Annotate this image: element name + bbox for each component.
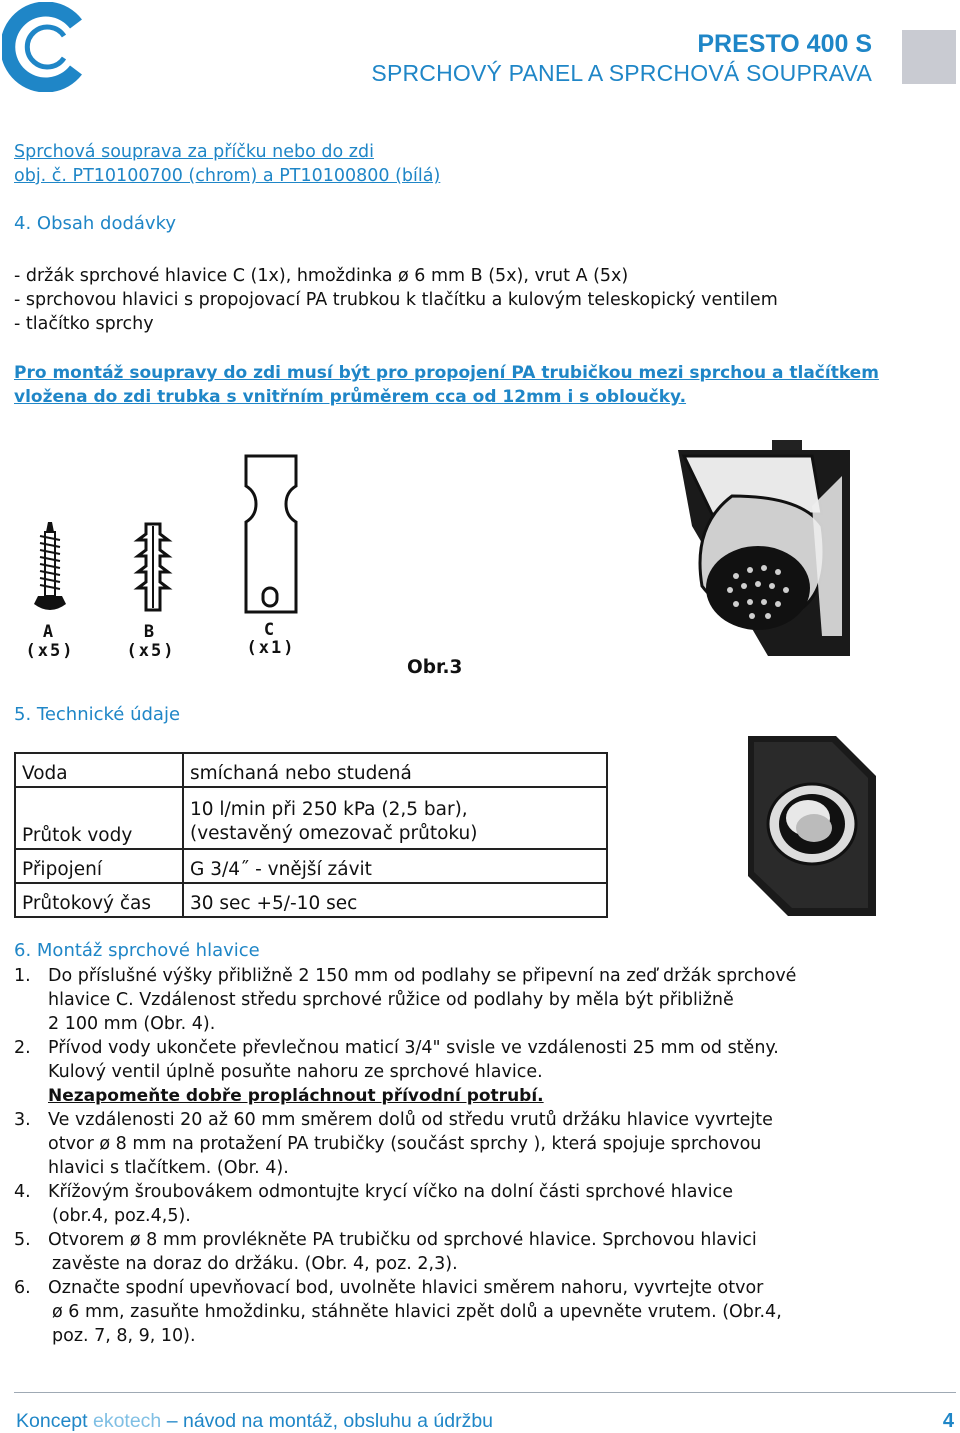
order-number: obj. č. PT10100700 (chrom) a PT10100800 (bílá) [14, 166, 441, 186]
installation-note: vložena do zdi trubka s vnitřním průměrem cca od 12mm i s obloučky. [14, 387, 687, 407]
table-value [183, 787, 607, 849]
step-number: 6. [14, 1278, 31, 1298]
table-row [15, 787, 607, 849]
step-6 [14, 1276, 796, 1300]
part-a-qty: (x5) [25, 641, 75, 661]
list-item: - držák sprchové hlavice C (1x), hmoždinka ø 6 mm B (5x), vrut A (5x) [14, 266, 629, 286]
page-number: 4 [942, 1410, 954, 1432]
step-text: Označte spodní upevňovací bod, uvolněte hlavici směrem nahoru, vyvrtejte otvor [48, 1278, 764, 1298]
step-text: Do příslušné výšky přibližně 2 150 mm od podlahy se připevní na zeď držák sprchové [48, 966, 797, 986]
shower-head-photo [672, 436, 856, 658]
step-3 [14, 1108, 796, 1132]
step-text: Přívod vody ukončete převlečnou maticí 3/4" svisle ve vzdálenosti 25 mm od stěny. [48, 1038, 779, 1058]
table-row [15, 883, 607, 917]
section-6-heading: 6. Montáž sprchové hlavice [14, 940, 260, 961]
step-4 [14, 1180, 796, 1204]
table-row [15, 753, 607, 787]
table-value-line: (vestavěný omezovač průtoku) [190, 823, 478, 844]
table-key: Připojení [15, 849, 183, 883]
section-4-heading: 4. Obsah dodávky [14, 213, 177, 234]
step-2 [14, 1036, 796, 1060]
table-key: Průtok vody [15, 787, 183, 849]
footer-divider [14, 1392, 956, 1393]
table-value: smíchaná nebo studená [183, 753, 607, 787]
table-key: Voda [15, 753, 183, 787]
table-row [15, 849, 607, 883]
section-5-heading: 5. Technické údaje [14, 704, 181, 725]
step-warning: Nezapomeňte dobře propláchnout přívodní potrubí. [48, 1086, 544, 1106]
screw-drawing [28, 520, 72, 616]
list-item: - sprchovou hlavici s propojovací PA trubkou k tlačítku a kulovým teleskopický ventilem [14, 290, 778, 310]
step-text: poz. 7, 8, 9, 10). [52, 1326, 196, 1346]
part-b-letter: B [143, 622, 157, 642]
step-text: Otvorem ø 8 mm provlékněte PA trubičku od sprchové hlavice. Sprchovou hlavici [48, 1230, 757, 1250]
document-subtitle: SPRCHOVÝ PANEL A SPRCHOVÁ SOUPRAVA [371, 60, 872, 86]
company-logo [2, 2, 90, 92]
step-text: ø 6 mm, zasuňte hmoždinku, stáhněte hlavici zpět dolů a upevněte vrutem. (Obr.4, [52, 1302, 782, 1322]
footer-text [16, 1410, 493, 1433]
step-number: 3. [14, 1110, 31, 1130]
part-a-letter: A [42, 622, 56, 642]
part-b-qty: (x5) [126, 641, 176, 661]
list-item: - tlačítko sprchy [14, 314, 154, 334]
footer-brand: Koncept [16, 1410, 93, 1432]
header-decoration [902, 30, 956, 84]
shower-holder-drawing [240, 452, 300, 618]
step-text: otvor ø 8 mm na protažení PA trubičky (součást sprchy ), která spojuje sprchovou [48, 1134, 762, 1154]
step-5 [14, 1228, 796, 1252]
figure-caption: Obr.3 [407, 657, 463, 678]
intro-title: Sprchová souprava za příčku nebo do zdi [14, 142, 374, 162]
step-number: 4. [14, 1182, 31, 1202]
step-text: zavěste na doraz do držáku. (Obr. 4, poz. 2,3). [52, 1254, 458, 1274]
table-value-line: 10 l/min při 250 kPa (2,5 bar), [190, 799, 468, 820]
table-key: Průtokový čas [15, 883, 183, 917]
document-title: PRESTO 400 S [697, 30, 872, 58]
shower-button-photo [740, 732, 882, 920]
table-value: 30 sec +5/-10 sec [183, 883, 607, 917]
installation-steps [14, 964, 796, 1348]
footer-brand-highlight: ekotech [92, 1410, 162, 1432]
wall-plug-drawing [130, 520, 176, 616]
step-text: hlavici s tlačítkem. (Obr. 4). [48, 1158, 289, 1178]
footer-description: – návod na montáž, obsluhu a údržbu [161, 1410, 494, 1432]
technical-data-table [14, 752, 608, 918]
step-number: 2. [14, 1038, 31, 1058]
part-c-letter: C [263, 620, 277, 640]
step-text: 2 100 mm (Obr. 4). [48, 1014, 216, 1034]
step-number: 1. [14, 966, 31, 986]
step-text: Kulový ventil úplně posuňte nahoru ze sprchové hlavice. [48, 1062, 543, 1082]
step-text: (obr.4, poz.4,5). [52, 1206, 191, 1226]
installation-note: Pro montáž soupravy do zdi musí být pro propojení PA trubičkou mezi sprchou a tlačítkem [14, 363, 879, 383]
step-text: hlavice C. Vzdálenost středu sprchové růžice od podlahy by měla být přibližně [48, 990, 734, 1010]
table-value: G 3/4˝ - vnější závit [183, 849, 607, 883]
step-number: 5. [14, 1230, 31, 1250]
step-text: Ve vzdálenosti 20 až 60 mm směrem dolů od středu vrutů držáku hlavice vyvrtejte [48, 1110, 773, 1130]
part-c-qty: (x1) [246, 638, 296, 658]
step-text: Křížovým šroubovákem odmontujte krycí víčko na dolní části sprchové hlavice [48, 1182, 734, 1202]
step-1 [14, 964, 796, 988]
